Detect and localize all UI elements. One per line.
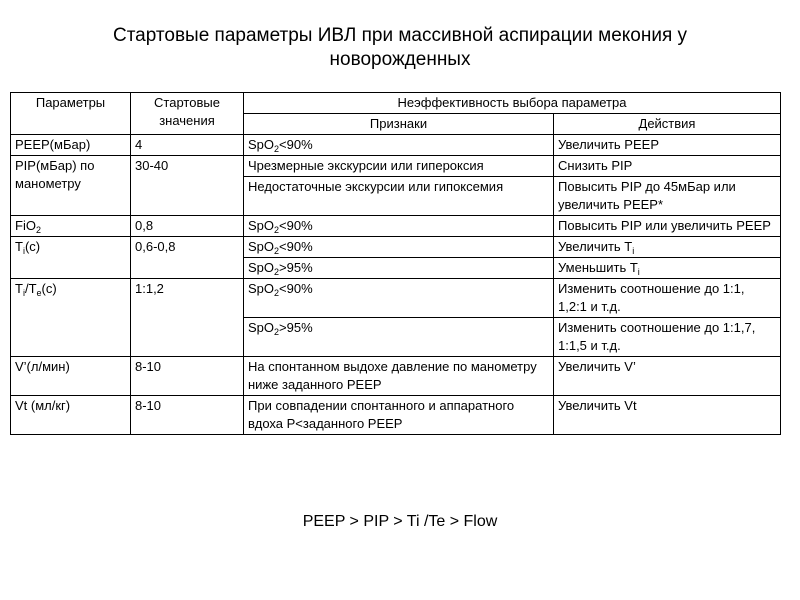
page-title — [40, 24, 760, 72]
value-ti: 0,6-0,8 — [131, 237, 244, 279]
header-actions: Действия — [554, 114, 781, 135]
title-line-1: Стартовые параметры ИВЛ при массивной аспирации мекония у — [112, 25, 688, 46]
row-vt — [11, 396, 781, 435]
sign-peep: SpO$_2$<90% — [244, 135, 554, 156]
value-fio2: 0,8 — [131, 216, 244, 237]
header-ineffectiveness: Неэффективность выбора параметра — [244, 93, 781, 114]
row-fio2 — [11, 216, 781, 237]
param-tite: $T_i/T_e(с)$ — [11, 279, 131, 357]
header-row-1 — [11, 93, 781, 114]
value-peep: 4 — [131, 135, 244, 156]
row-peep — [11, 135, 781, 156]
action-vt: Увеличить Vt — [554, 396, 781, 435]
header-start-line-1: Стартовые — [154, 95, 220, 110]
sign-ti-2: SpO$_2$>95% — [244, 258, 554, 279]
title-line-2: новорожденных — [329, 49, 471, 70]
value-tite: 1:1,2 — [131, 279, 244, 357]
param-vt: Vt (мл/кг) — [11, 396, 131, 435]
header-parameters: Параметры — [11, 93, 131, 135]
value-vt: 8-10 — [131, 396, 244, 435]
row-tite-1 — [11, 279, 781, 318]
action-vflow: Увеличить V’ — [554, 357, 781, 396]
row-vflow — [11, 357, 781, 396]
action-tite-1: Изменить соотношение до 1:1, 1,2:1 и т.д. — [554, 279, 781, 318]
sign-fio2: SpO$_2$<90% — [244, 216, 554, 237]
action-pip-2: Повысить PIP до 45мБар или увеличить PEEP* — [554, 177, 781, 216]
action-peep: Увеличить PEEP — [554, 135, 781, 156]
header-start-values — [131, 93, 244, 135]
action-pip-1: Снизить PIP — [554, 156, 781, 177]
sign-pip-2: Недостаточные экскурсии или гипоксемия — [244, 177, 554, 216]
param-ti: $T_i(с)$ — [11, 237, 131, 279]
row-ti-1 — [11, 237, 781, 258]
header-signs: Признаки — [244, 114, 554, 135]
priority-formula: PEEP > PIP > Ti /Te > Flow — [302, 513, 498, 530]
sign-pip-1: Чрезмерные экскурсии или гипероксия — [244, 156, 554, 177]
sign-vflow: На спонтанном выдохе давление по манометру ниже заданного PEEP — [244, 357, 554, 396]
sign-tite-1: SpO$_2$<90% — [244, 279, 554, 318]
action-tite-2: Изменить соотношение до 1:1,7, 1:1,5 и т.д. — [554, 318, 781, 357]
header-start-line-2: значения — [159, 113, 215, 128]
value-pip: 30-40 — [131, 156, 244, 216]
action-ti-1: Увеличить $T_i$ — [554, 237, 781, 258]
action-fio2: Повысить PIP или увеличить PEEP — [554, 216, 781, 237]
sign-ti-1: SpO$_2$<90% — [244, 237, 554, 258]
param-vflow: V’(л/мин) — [11, 357, 131, 396]
param-peep: PEEP(мБар) — [11, 135, 131, 156]
param-pip: PIP(мБар) по манометру — [11, 156, 131, 216]
param-fio2: FiO$_2$ — [11, 216, 131, 237]
row-pip-1 — [11, 156, 781, 177]
ventilation-parameters-table — [10, 92, 781, 435]
sign-tite-2: SpO$_2$>95% — [244, 318, 554, 357]
action-ti-2: Уменьшить $T_i$ — [554, 258, 781, 279]
sign-vt: При совпадении спонтанного и аппаратного вдоха P<заданного PEEP — [244, 396, 554, 435]
value-vflow: 8-10 — [131, 357, 244, 396]
